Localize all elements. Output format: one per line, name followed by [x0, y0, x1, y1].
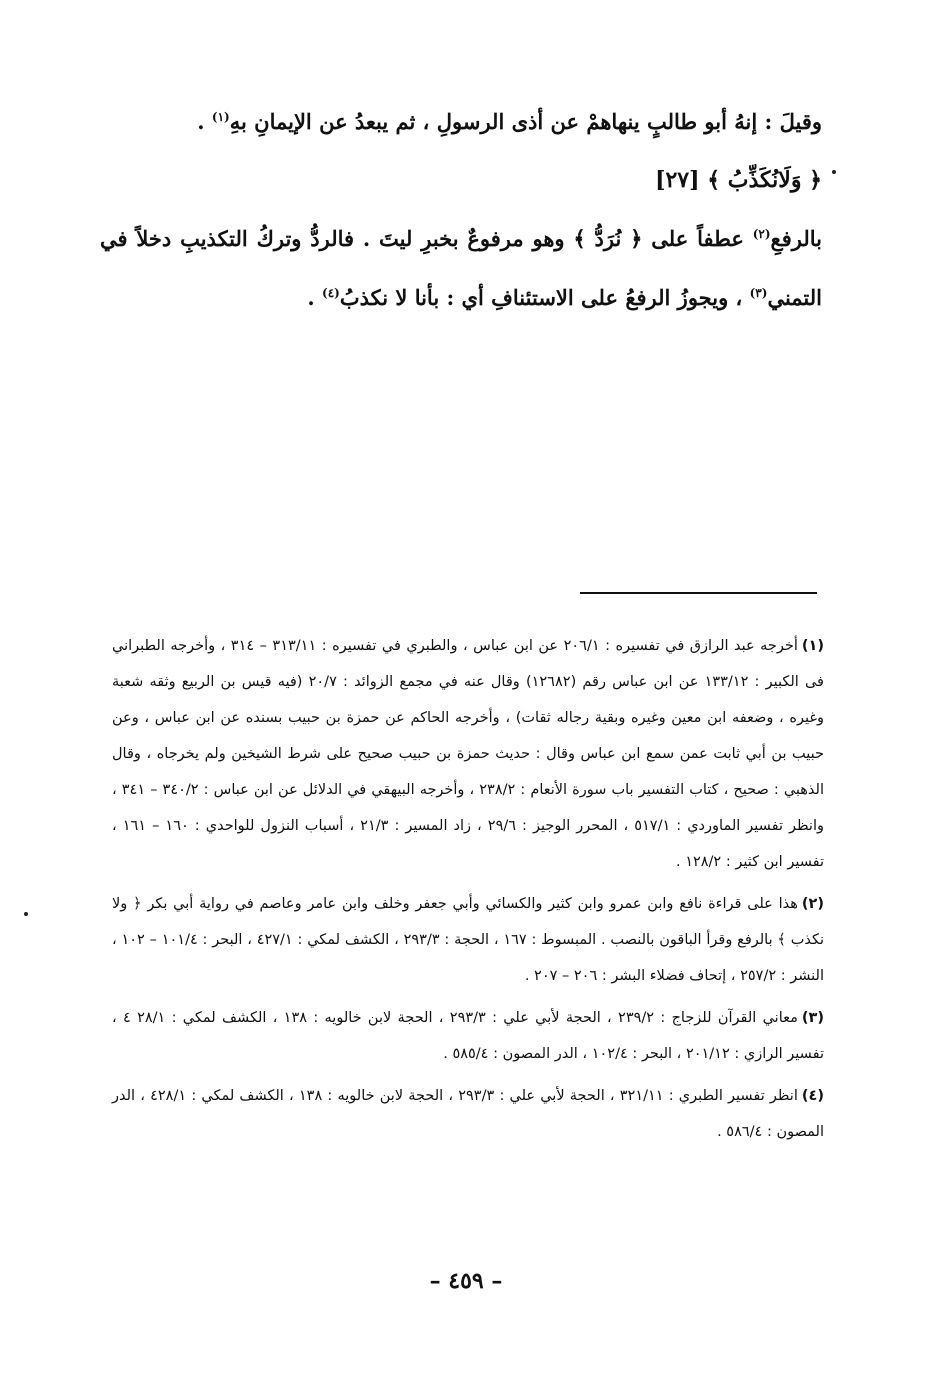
- footnote-3: [112, 1000, 824, 1072]
- footnote-number: (٣): [801, 1010, 825, 1026]
- paragraph-part-c: ، ويجوزُ الرفعُ على الاستئنافِ أي : بأنا لا نكذبُ: [339, 285, 750, 310]
- footnote-number: (١): [801, 638, 825, 654]
- main-line-1: [100, 100, 822, 139]
- main-line-1-end: .: [197, 109, 212, 134]
- footnote-1: [112, 628, 824, 880]
- footnote-text: أخرجه عبد الرازق في تفسيره : ٢٠٦/١ عن ابن عباس ، والطبري في تفسيره : ٣١٣/١١ – ٣١٤ ، وأخرجه الطبراني فى الكبير : ١٣٣/١٢ عن ابن عباس رقم (١٢٦٨٢) وقال عنه في مجمع الزوائد : ٢٠/٧ (فيه قيس بن الربيع وثقه شعبة وغيره ، وضعفه ابن معين وغيره وبقية رجاله ثقات) ، وأخرجه الحاكم عن حمزة بن حبيب بسنده عن ابن عباس ، وعن حبيب بن أبي ثابت عمن سمع ابن عباس وقال : حديث حمزة بن حبيب صحيح على شرط الشيخين ولم يخرجاه ، وقال الذهبي : صحيح ، كتاب التفسير باب سورة الأنعام : ٢٣٨/٢ ، وأخرجه البيهقي في الدلائل عن ابن عباس : ٣٤٠/٢ – ٣٤١ ، وانظر تفسير الماوردي : ٥١٧/١ ، المحرر الوجيز : ٢٩/٦ ، زاد المسير : ٢١/٣ ، أسباب النزول للواحدي : ١٦٠ – ١٦١ ، تفسير ابن كثير : ١٢٨/٢ .: [112, 638, 824, 870]
- scan-speck: [832, 170, 836, 174]
- footnotes: [112, 628, 824, 1156]
- paragraph-part-b: عطفاً على ﴿ نُرَدُّ ﴾ وهو مرفوعٌ بخبرِ ليتَ . فالردُّ وتركُ التكذيبِ دخلاً في التمني: [100, 226, 822, 310]
- page-number: – ٤٥٩ –: [429, 1268, 503, 1294]
- footnote-separator: [580, 592, 817, 594]
- paragraph-part-a: بالرفعِ: [770, 226, 822, 251]
- scan-speck: [24, 912, 28, 916]
- main-line-1-text: وقيلَ : إنهُ أبو طالبٍ ينهاهمْ عن أذى الرسولِ ، ثم يبعدُ عن الإيمانِ بهِ: [229, 109, 822, 134]
- footnote-4: [112, 1078, 824, 1150]
- main-paragraph: [100, 207, 822, 325]
- footnote-text: هذا على قراءة نافع وابن عمرو وابن كثير والكسائي وأبي جعفر وخلف وابن عامر وعاصم في رواية أبي بكر ﴿ ولا نكذب ﴾ بالرفع وقرأ الباقون بالنصب . المبسوط : ١٦٧ ، الحجة : ٢٩٣/٣ ، الكشف لمكي : ٤٢٧/١ ، البحر : ١٠١/٤ – ١٠٢ ، النشر : ٢٥٧/٢ ، إتحاف فضلاء البشر : ٢٠٦ – ٢٠٧ .: [112, 896, 825, 984]
- paragraph-end: .: [307, 285, 323, 310]
- main-text: [100, 100, 822, 325]
- footnote-text: انظر تفسير الطبري : ٣٢١/١١ ، الحجة لأبي علي : ٢٩٣/٣ ، الحجة لابن خالويه : ١٣٨ ، الكشف لمكي : ٤٢٨/١ ، الدر المصون : ٥٨٦/٤ .: [112, 1088, 824, 1140]
- footnote-ref-3: (٣): [749, 286, 768, 300]
- footnote-2: [112, 886, 824, 994]
- footnote-ref-2: (٢): [752, 227, 771, 241]
- footnote-ref-1: (١): [211, 110, 230, 124]
- verse-heading: ﴿ وَلَانُكَذِّبُ ﴾ [٢٧]: [655, 167, 822, 193]
- footnote-number: (٤): [801, 1088, 825, 1104]
- footnote-text: معاني القرآن للزجاج : ٢٣٩/٢ ، الحجة لأبي علي : ٢٩٣/٣ ، الحجة لابن خالويه : ١٣٨ ، الكشف لمكي : ٢٨/١ ٤ ، تفسير الرازي : ٢٠١/١٢ ، البحر : ١٠٢/٤ ، الدر المصون : ٥٨٥/٤ .: [112, 1010, 824, 1062]
- footnote-number: (٢): [801, 896, 824, 912]
- footnote-ref-4: (٤): [322, 286, 340, 300]
